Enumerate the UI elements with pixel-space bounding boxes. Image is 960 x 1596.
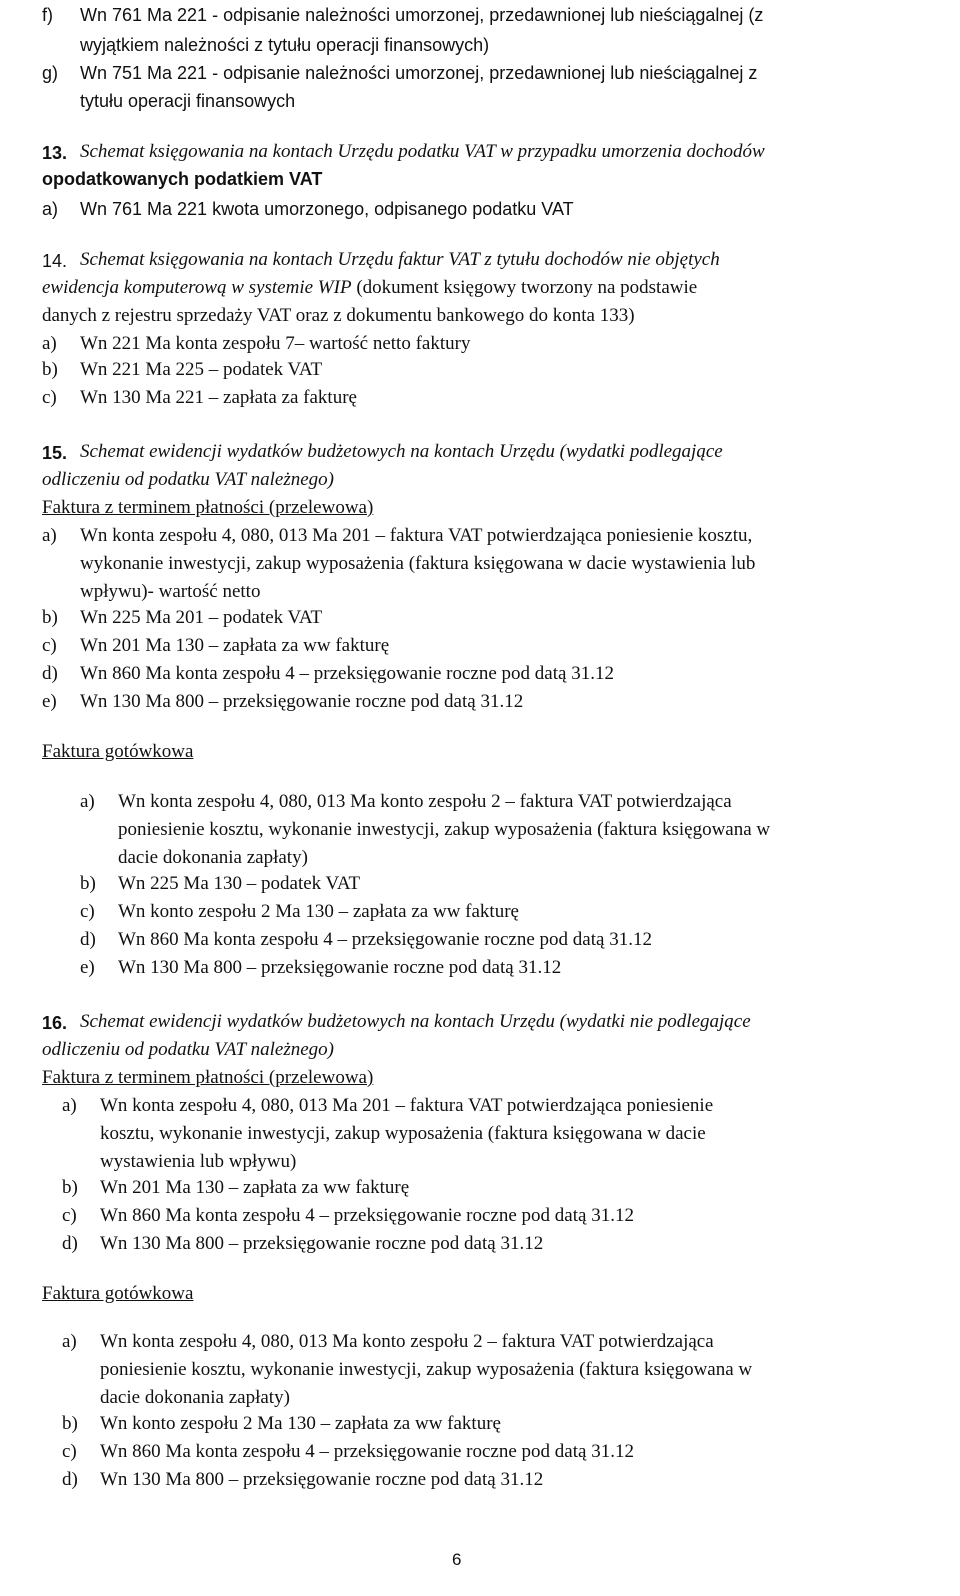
section-16-a2-line3: dacie dokonania zapłaty): [100, 1387, 290, 1408]
section-14-title-line1: Schemat księgowania na kontach Urzędu faktur VAT z tytułu dochodów nie objętych: [80, 249, 720, 270]
section-16-c1: Wn 860 Ma konta zespołu 4 – przeksięgowanie roczne pod datą 31.12: [100, 1205, 634, 1226]
section-13-item-a-label: a): [42, 199, 59, 219]
section-15-b2-label: b): [80, 873, 96, 894]
section-16-a2-label: a): [62, 1331, 77, 1352]
section-15-e2: Wn 130 Ma 800 – przeksięgowanie roczne pod datą 31.12: [118, 957, 562, 978]
section-16-c2-label: c): [62, 1441, 77, 1462]
section-16-d2-label: d): [62, 1469, 78, 1490]
page-number: 6: [452, 1550, 462, 1569]
section-14-title-line2: [42, 274, 697, 301]
section-14-title-rest: (dokument księgowy tworzony na podstawie: [351, 277, 698, 298]
section-16-a1-line3: wystawienia lub wpływu): [100, 1151, 297, 1172]
section-16-c1-label: c): [62, 1205, 77, 1226]
section-15-a2-label: a): [80, 791, 95, 812]
section-16-b2: Wn konto zespołu 2 Ma 130 – zapłata za ww fakturę: [100, 1413, 501, 1434]
section-14-item-b-label: b): [42, 359, 58, 380]
section-16-c2: Wn 860 Ma konta zespołu 4 – przeksięgowanie roczne pod datą 31.12: [100, 1441, 634, 1462]
section-15-a2-line3: dacie dokonania zapłaty): [118, 847, 308, 868]
section-15-a1-line3: wpływu)- wartość netto: [80, 581, 261, 602]
section-15-b1-label: b): [42, 607, 58, 628]
section-16-subheading-transfer: Faktura z terminem płatności (przelewowa): [42, 1067, 374, 1088]
section-15-a1-line2: wykonanie inwestycji, zakup wyposażenia (faktura księgowana w dacie wystawienia lub: [80, 553, 756, 574]
section-16-b2-label: b): [62, 1413, 78, 1434]
section-15-a1-line1: Wn konta zespołu 4, 080, 013 Ma 201 – faktura VAT potwierdzająca poniesienie kosztu,: [80, 525, 753, 546]
section-16-d1: Wn 130 Ma 800 – przeksięgowanie roczne pod datą 31.12: [100, 1233, 544, 1254]
section-16-a1-line2: kosztu, wykonanie inwestycji, zakup wyposażenia (faktura księgowana w dacie: [100, 1123, 706, 1144]
section-15-title-line2: odliczeniu od podatku VAT należnego): [42, 469, 334, 490]
section-15-c1-label: c): [42, 635, 57, 656]
section-16-title-line2: odliczeniu od podatku VAT należnego): [42, 1039, 334, 1060]
section-13-item-a: Wn 761 Ma 221 kwota umorzonego, odpisanego podatku VAT: [80, 199, 574, 219]
item-g-line1: Wn 751 Ma 221 - odpisanie należności umorzonej, przedawnionej lub nieściągalnej z: [80, 63, 758, 83]
section-14-item-c: Wn 130 Ma 221 – zapłata za fakturę: [80, 387, 357, 408]
section-15-a2-line1: Wn konta zespołu 4, 080, 013 Ma konto zespołu 2 – faktura VAT potwierdzająca: [118, 791, 732, 812]
section-16-a2-line1: Wn konta zespołu 4, 080, 013 Ma konto zespołu 2 – faktura VAT potwierdzająca: [100, 1331, 714, 1352]
section-16-d1-label: d): [62, 1233, 78, 1254]
section-15-e2-label: e): [80, 957, 95, 978]
section-16-b1: Wn 201 Ma 130 – zapłata za ww fakturę: [100, 1177, 410, 1198]
section-14-item-a-label: a): [42, 333, 57, 354]
section-15-a1-label: a): [42, 525, 57, 546]
section-15-d1-label: d): [42, 663, 58, 684]
section-14-item-a: Wn 221 Ma konta zespołu 7– wartość netto faktury: [80, 333, 471, 354]
section-14-item-c-label: c): [42, 387, 57, 408]
item-g-line2: tytułu operacji finansowych: [80, 91, 296, 111]
section-15-d1: Wn 860 Ma konta zespołu 4 – przeksięgowanie roczne pod datą 31.12: [80, 663, 614, 684]
section-15-b1: Wn 225 Ma 201 – podatek VAT: [80, 607, 323, 628]
section-16-b1-label: b): [62, 1177, 78, 1198]
item-g-label: g): [42, 63, 59, 83]
section-15-c1: Wn 201 Ma 130 – zapłata za ww fakturę: [80, 635, 390, 656]
section-14-number: 14.: [42, 251, 68, 271]
section-16-a1-line1: Wn konta zespołu 4, 080, 013 Ma 201 – faktura VAT potwierdzająca poniesienie: [100, 1095, 714, 1116]
section-15-e1-label: e): [42, 691, 57, 712]
section-15-subheading-cash: Faktura gotówkowa: [42, 741, 194, 762]
section-13-title-line2: opodatkowanych podatkiem VAT: [42, 169, 323, 189]
section-16-subheading-cash: Faktura gotówkowa: [42, 1283, 194, 1304]
section-16-a2-line2: poniesienie kosztu, wykonanie inwestycji, zakup wyposażenia (faktura księgowana w: [100, 1359, 753, 1380]
item-f-line1: Wn 761 Ma 221 - odpisanie należności umorzonej, przedawnionej lub nieściągalnej (z: [80, 5, 764, 25]
section-15-number: 15.: [42, 443, 68, 463]
section-14-item-b: Wn 221 Ma 225 – podatek VAT: [80, 359, 323, 380]
section-16-a1-label: a): [62, 1095, 77, 1116]
section-16-title-line1: Schemat ewidencji wydatków budżetowych na kontach Urzędu (wydatki nie podlegające: [80, 1011, 751, 1032]
section-15-e1: Wn 130 Ma 800 – przeksięgowanie roczne pod datą 31.12: [80, 691, 524, 712]
section-13-title-line1: Schemat księgowania na kontach Urzędu podatku VAT w przypadku umorzenia dochodów: [80, 141, 765, 162]
section-15-c2-label: c): [80, 901, 95, 922]
section-15-b2: Wn 225 Ma 130 – podatek VAT: [118, 873, 361, 894]
section-15-d2-label: d): [80, 929, 96, 950]
section-14-title-line3: danych z rejestru sprzedaży VAT oraz z dokumentu bankowego do konta 133): [42, 305, 635, 326]
section-15-title-line1: Schemat ewidencji wydatków budżetowych na kontach Urzędu (wydatki podlegające: [80, 441, 723, 462]
section-16-d2: Wn 130 Ma 800 – przeksięgowanie roczne pod datą 31.12: [100, 1469, 544, 1490]
section-15-a2-line2: poniesienie kosztu, wykonanie inwestycji, zakup wyposażenia (faktura księgowana w: [118, 819, 771, 840]
section-13-number: 13.: [42, 143, 68, 163]
section-16-number: 16.: [42, 1013, 68, 1033]
item-f-label: f): [42, 5, 53, 25]
section-15-c2: Wn konto zespołu 2 Ma 130 – zapłata za ww fakturę: [118, 901, 519, 922]
section-15-d2: Wn 860 Ma konta zespołu 4 – przeksięgowanie roczne pod datą 31.12: [118, 929, 652, 950]
item-f-line2: wyjątkiem należności z tytułu operacji finansowych): [80, 35, 490, 55]
section-15-subheading-transfer: Faktura z terminem płatności (przelewowa): [42, 497, 374, 518]
section-14-title-italic: ewidencja komputerową w systemie WIP: [42, 277, 352, 298]
